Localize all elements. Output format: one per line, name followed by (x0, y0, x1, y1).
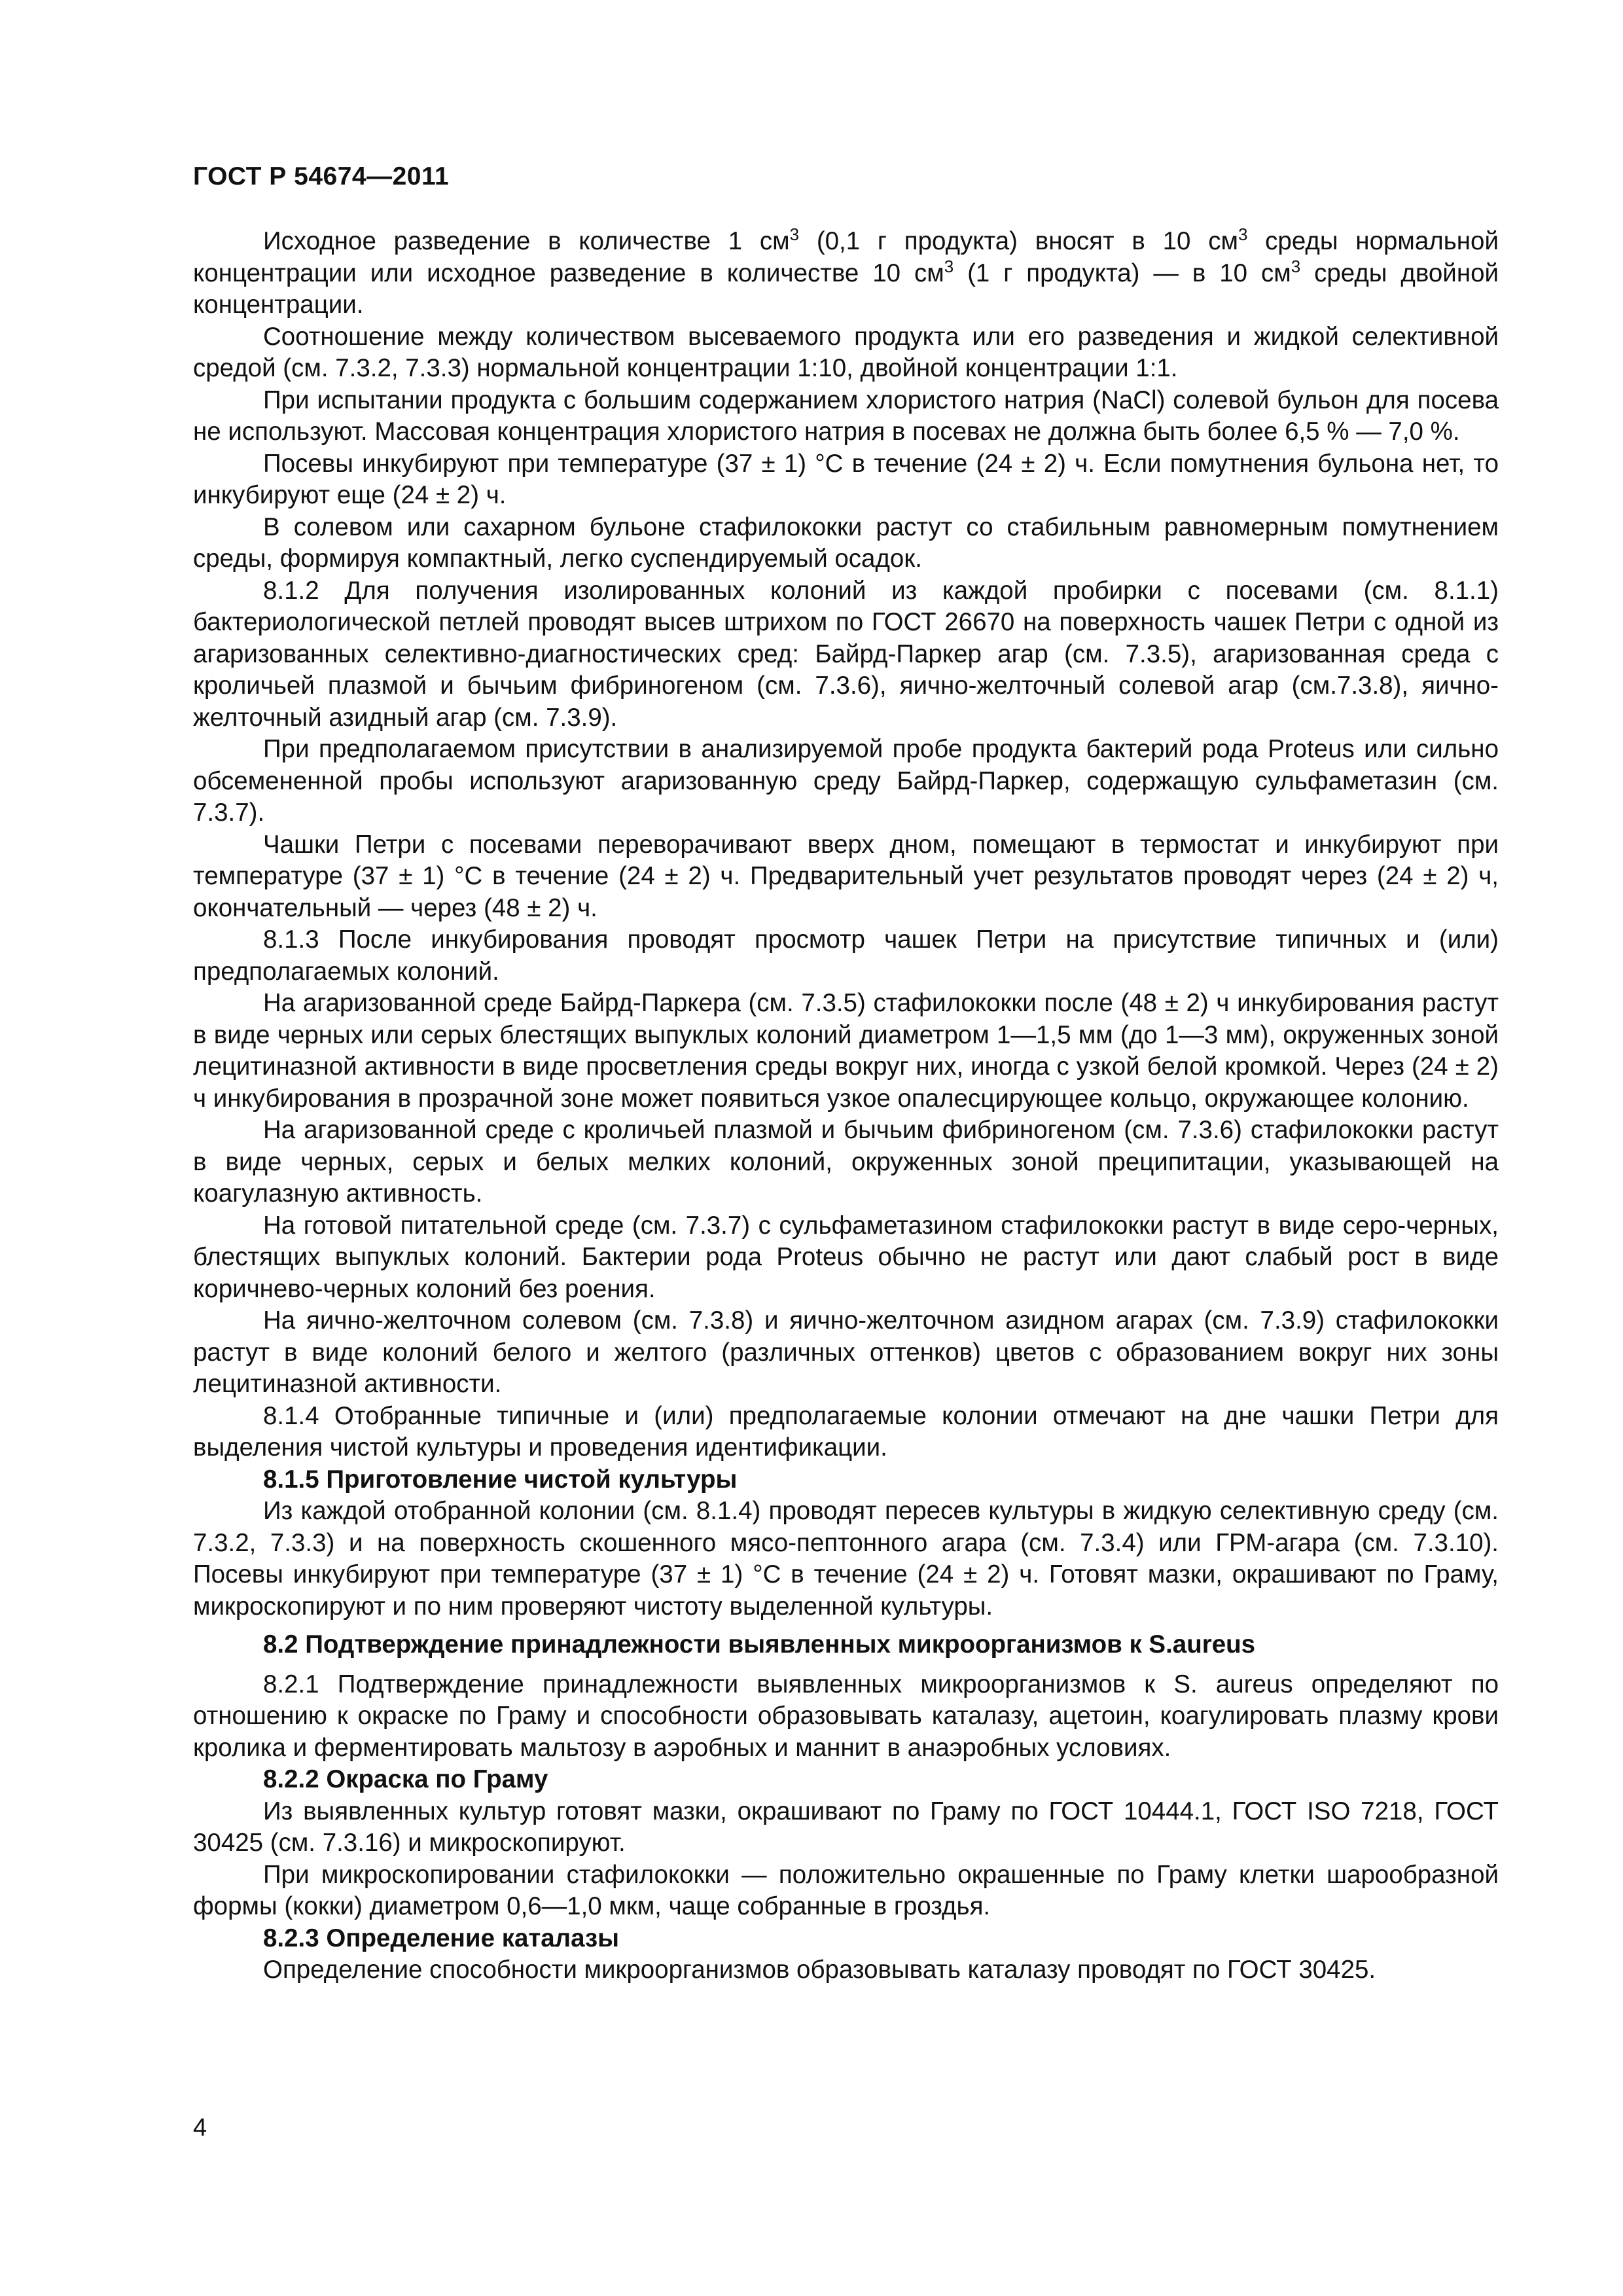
paragraph: При испытании продукта с большим содержанием хлористого натрия (NaCl) солевой бульон для посева не используют. Массовая концентрация хлористого натрия в посевах не должна быть более 6,5 % — 7,0 %. (193, 386, 1499, 446)
superscript: 3 (789, 224, 800, 244)
paragraph: 8.1.2 Для получения изолированных колоний из каждой пробирки с посевами (см. 8.1.1) бактериологической петлей проводят высев штрихом по ГОСТ 26670 на поверхность чашек Петри с одной из агаризованных селективно-диагностических сред: Байрд-Паркер агар (см. 7.3.5), агаризованная среда с кроличьей плазмой и бычьим фибриногеном (см. 7.3.6), яично-желточный солевой агар (см.7.3.8), яично-желточный азидный агар (см. 7.3.9). (193, 576, 1499, 732)
paragraph: На агаризованной среде Байрд-Паркера (см. 7.3.5) стафилококки после (48 ± 2) ч инкубирования растут в виде черных или серых блестящих выпуклых колоний диаметром 1—1,5 мм (до 1—3 мм), окруженных зоной лецитиназной активности в виде просветления среды вокруг них, иногда с узкой белой кромкой. Через (24 ± 2) ч инкубирования в прозрачной зоне может появиться узкое опалесцирующее кольцо, окружающее колонию. (193, 989, 1499, 1113)
paragraph: Чашки Петри с посевами переворачивают вверх дном, помещают в термостат и инкубируют при температуре (37 ± 1) °С в течение (24 ± 2) ч. Предварительный учет результатов проводят через (24 ± 2) ч, окончательный — через (48 ± 2) ч. (193, 830, 1499, 922)
paragraph: На готовой питательной среде (см. 7.3.7) с сульфаметазином стафилококки растут в виде серо-черных, блестящих выпуклых колоний. Бактерии рода Proteus обычно не растут или дают слабый рост в виде коричнево-черных колоний без роения. (193, 1211, 1499, 1303)
paragraph: 8.1.4 Отобранные типичные и (или) предполагаемые колонии отмечают на дне чашки Петри для выделения чистой культуры и проведения идентификации. (193, 1401, 1499, 1462)
paragraph: Из выявленных культур готовят мазки, окрашивают по Граму по ГОСТ 10444.1, ГОСТ ISO 7218, ГОСТ 30425 (см. 7.3.16) и микроскопируют. (193, 1797, 1499, 1857)
paragraph: На яично-желточном солевом (см. 7.3.8) и яично-желточном азидном агарах (см. 7.3.9) стафилококки растут в виде колоний белого и желтого (различных оттенков) цветов с образованием вокруг них зоны лецитиназной активности. (193, 1306, 1499, 1398)
section-heading-8-2-3: 8.2.3 Определение каталазы (263, 1924, 620, 1952)
superscript: 3 (1238, 224, 1248, 244)
document-header: ГОСТ Р 54674—2011 (193, 162, 450, 190)
section-heading-8-2-2: 8.2.2 Окраска по Граму (263, 1765, 548, 1793)
paragraph: При микроскопировании стафилококки — положительно окрашенные по Граму клетки шарообразной формы (кокки) диаметром 0,6—1,0 мкм, чаще собранные в гроздья. (193, 1860, 1499, 1920)
document-body (193, 226, 1499, 1986)
paragraph: 8.2.1 Подтверждение принадлежности выявленных микроорганизмов к S. aureus определяют по отношению к окраске по Граму и способности образовывать каталазу, ацетоин, коагулировать плазму крови кролика и ферментировать мальтозу в аэробных и маннит в анаэробных условиях. (193, 1670, 1499, 1762)
superscript: 3 (944, 256, 954, 276)
section-heading-8-1-5: 8.1.5 Приготовление чистой культуры (263, 1465, 738, 1494)
superscript: 3 (1291, 256, 1301, 276)
paragraph: 8.1.3 После инкубирования проводят просмотр чашек Петри на присутствие типичных и (или) предполагаемых колоний. (193, 925, 1499, 986)
text-run: среды нормальной концентрации или исходное разведение в количестве 10 см (193, 227, 1499, 287)
paragraph: Определение способности микроорганизмов образовывать каталазу проводят по ГОСТ 30425. (263, 1956, 1376, 1984)
paragraph: При предполагаемом присутствии в анализируемой пробе продукта бактерий рода Proteus или сильно обсемененной пробы используют агаризованную среду Байрд-Паркер, содержащую сульфаметазин (см. 7.3.7). (193, 735, 1499, 827)
paragraph: В солевом или сахарном бульоне стафилококки растут со стабильным равномерным помутнением среды, формируя компактный, легко суспендируемый осадок. (193, 512, 1499, 573)
text-run: Исходное разведение в количестве 1 см (263, 227, 790, 255)
section-heading-8-2: 8.2 Подтверждение принадлежности выявленных микроорганизмов к S.aureus (263, 1630, 1256, 1659)
text-run: среды двойной концентрации. (193, 259, 1499, 319)
text-run: (1 г продукта) — в 10 см (954, 259, 1291, 287)
paragraph: Из каждой отобранной колонии (см. 8.1.4) проводят пересев культуры в жидкую селективную среду (см. 7.3.2, 7.3.3) и на поверхность скошенного мясо-пептонного агара (см. 7.3.4) или ГРМ-агара (см. 7.3.10). Посевы инкубируют при температуре (37 ± 1) °С в течение (24 ± 2) ч. Готовят мазки, окрашивают по Граму, микроскопируют и по ним проверяют чистоту выделенной культуры. (193, 1497, 1499, 1621)
paragraph: На агаризованной среде с кроличьей плазмой и бычьим фибриногеном (см. 7.3.6) стафилококки растут в виде черных, серых и белых мелких колоний, окруженных зоной преципитации, указывающей на коагулазную активность. (193, 1116, 1499, 1208)
paragraph: Соотношение между количеством высеваемого продукта или его разведения и жидкой селективной средой (см. 7.3.2, 7.3.3) нормальной концентрации 1:10, двойной концентрации 1:1. (193, 322, 1499, 382)
paragraph: Посевы инкубируют при температуре (37 ± 1) °С в течение (24 ± 2) ч. Если помутнения бульона нет, то инкубируют еще (24 ± 2) ч. (193, 449, 1499, 509)
text-run: (0,1 г продукта) вносят в 10 см (799, 227, 1238, 255)
page-number: 4 (193, 2114, 207, 2142)
paragraph (193, 226, 1499, 321)
